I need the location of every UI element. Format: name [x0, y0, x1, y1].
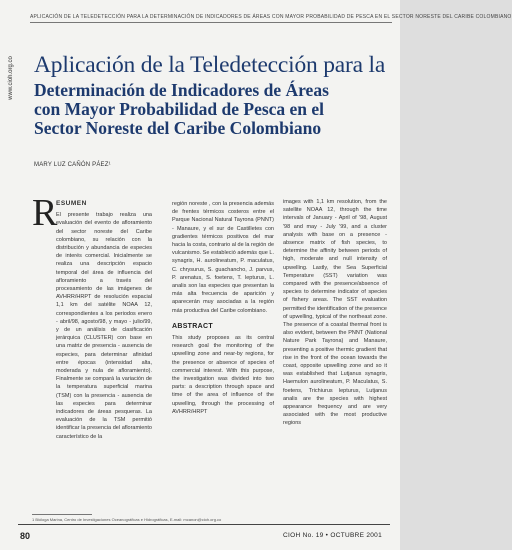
side-url-text: www.cioh.org.co: [8, 56, 14, 100]
article-title: [34, 81, 364, 138]
title-line-3: Sector Noreste del Caribe Colombiano: [34, 118, 322, 138]
abstract-continuation: images with 1,1 km resolution, from the satellite NOAA 12, through the time intervals of January - April of '98, August '98 and may - July '99, and a cluster analysis with base on a presence - absence matrix of fish species, to determine the affinity between periods of high, moderate and null intensity of upwelling. Lastly, the Sea Superficial Temperature (SST) variation was compared with the presence/absence of species to determine indicator of species of fishery areas. The SST evaluation permitted the identification of the presence of upwelling, typical of the northeast zone. The presence of a coastal thermal front is also evident, between the PNNT (National Nature Park Tayrona) and Manaure, presenting a positive thermic gradient that rise in the front of the ocean towards the coast, opposite upwelling zone and so it was established that Lutjanus synagris, Haemulon aurolineatum, P. Maculatus, S. foetens, Trichiurus lepturus, Lutjanus analis are the species with highest appearance frequency and are very associated with the most productive regions: [283, 199, 387, 427]
column-1: [56, 200, 152, 441]
journal-issue: CIOH No. 19 • OCTUBRE 2001: [283, 532, 382, 539]
column-3: [283, 198, 387, 428]
title-line-1: Determinación de Indicadores de Áreas: [34, 80, 329, 100]
abstract-text: This study proposes as its central research goal the monitoring of the upwelling zone and near-by regions, for the presence or absence of species of commercial interest. With this purpose, the investigation was divided into two parts: a description through space and time of the area of influence of the upwelling, through the processing of AVHRR/HRPT: [172, 335, 274, 415]
side-url: [4, 48, 18, 108]
title-line-2: con Mayor Probabilidad de Pesca en el: [34, 99, 325, 119]
resumen-text: El presente trabajo realiza una evaluación del evento de afloramiento del sector noreste del Caribe colombiano, su relación con la distribución y abundancia de especies de interés comercial. Inicialmente se realiza una descripción espacio temporal del área de influencia del afloramiento a través del procesamiento de las imágenes de AVHRR/HRPT de resolución espacial 1,1 km del satélite NOAA 12, correspondientes a los periodos enero - abril/98, agosto/98, y mayo - julio/99, y de un análisis de clasificación jerárquica (CLUSTER) con base en una matriz de presencia - ausencia de especies, para determinar afinidad entre épocas (intensidad alta, moderada y nula de afloramiento). Finalmente se compará la variación de la temperatura superficial marina (TSM) con la presencia - ausencia de las especies para determinar indicadores de áreas pesqueras. La evaluación de la TSM permitió identificar la presencia del afloramiento característico de la: [56, 212, 152, 440]
drop-cap: R: [32, 192, 58, 234]
title-kicker: Aplicación de la Teledetección para la: [34, 52, 386, 78]
folio-rule: [18, 524, 390, 525]
resumen-continuation: región noreste , con la presencia además de frentes térmicos costeros entre el Parque Nacional Natural Tayrona (PNNT) - Manaure, y el sur de Castilletes con gradientes térmicos positivos del mar hacia la costa, contrario al de la región de vulcanismo. Se estableció además que L. synagris, H. aurolineatum, P. maculatus, C. chrysurus, S. guachancho, J. parvus, P. arenatus, S. foetens, T. lepturus, L. analis son las especies que presentan la más alta frecuencia de aparición y aparecerán muy asociadas a la región más productiva del Caribe colombiano.: [172, 201, 274, 314]
page-number: 80: [20, 531, 31, 541]
resumen-heading: ESUMEN: [56, 200, 87, 207]
footnote: 1 Bióloga Marina, Centro de Investigaciones Oceanográficas e Hidrográficas, E-mail: mcanon@cioh.org.co: [32, 517, 222, 522]
footnote-rule: [32, 514, 92, 515]
abstract-heading: ABSTRACT: [172, 322, 213, 330]
column-2: [172, 200, 274, 416]
running-head: APLICACIÓN DE LA TELEDETECCIÓN PARA LA DETERMINACIÓN DE INDICADORES DE ÁREAS CON MAYOR PROBABILIDAD DE PESCA EN EL SECTOR NORESTE DEL CARIBE COLOMBIANO: [30, 14, 392, 23]
author-line: MARY LUZ CAÑÓN PÁEZ¹: [34, 162, 111, 168]
